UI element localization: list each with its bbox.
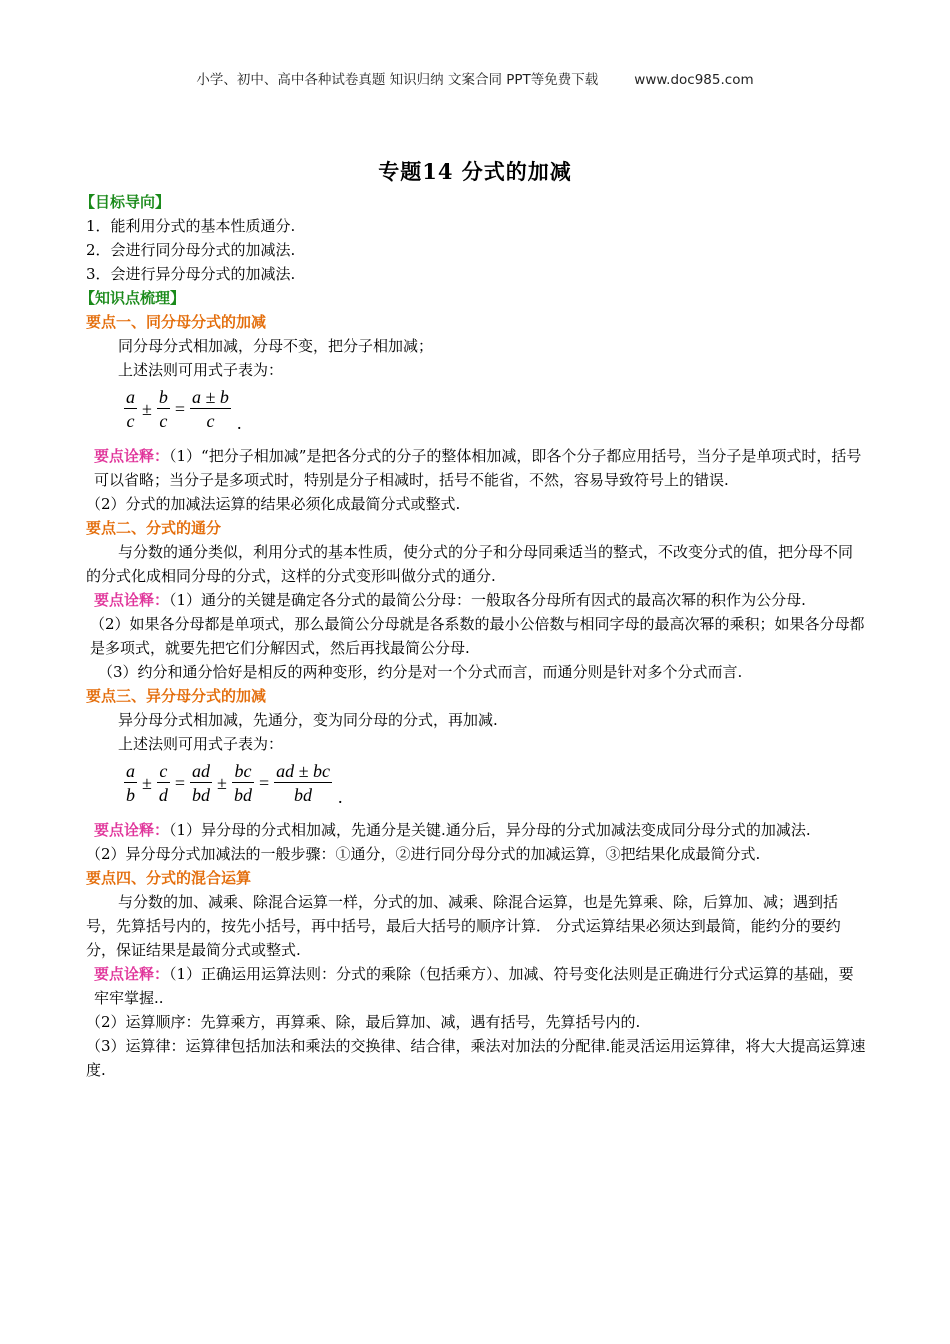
section2-heading: 要点二、分式的通分 <box>86 519 222 537</box>
note-label: 要点诠释： <box>94 591 170 609</box>
fraction: $\frac{a \pm b}{c}$ <box>192 386 229 431</box>
header-text: 小学、初中、高中各种试卷真题 知识归纳 文案合同 PPT等免费下载 <box>196 72 599 88</box>
note-label: 要点诠释： <box>94 821 170 839</box>
section1-formula: $\frac{a}{c}$ ± $\frac{b}{c}$ = $\frac{a \pm b}{c}$ . <box>126 386 242 433</box>
section1-formula-intro: 上述法则可用式子表为： <box>118 361 284 379</box>
page-header <box>0 68 950 88</box>
section3-note1: 要点诠释：（1）异分母的分式相加减，先通分是关键.通分后，异分母的分式加减法变成同分母分式的加减法. <box>94 821 811 839</box>
header-url[interactable]: www.doc985.com <box>634 72 754 88</box>
goals-heading: 【目标导向】 <box>80 193 171 211</box>
section4-note2: （2）运算顺序：先算乘方，再算乘、除，最后算加、减，遇有括号，先算括号内的. <box>86 1013 641 1031</box>
goal-item-1: 1．能利用分式的基本性质通分. <box>86 217 296 235</box>
fraction: $\frac{ad \pm bc}{bd}$ <box>276 760 330 805</box>
fraction: $\frac{a}{b}$ <box>126 760 135 805</box>
section4-heading: 要点四、分式的混合运算 <box>86 869 252 887</box>
section1-note2: （2）分式的加减法运算的结果必须化成最简分式或整式. <box>86 495 461 513</box>
fraction: $\frac{a}{c}$ <box>126 386 135 431</box>
goal-item-3: 3．会进行异分母分式的加减法. <box>86 265 296 283</box>
section3-heading: 要点三、异分母分式的加减 <box>86 687 267 705</box>
section3-formula-intro: 上述法则可用式子表为： <box>118 735 284 753</box>
knowledge-heading: 【知识点梳理】 <box>80 289 186 307</box>
section1-heading: 要点一、同分母分式的加减 <box>86 313 267 331</box>
note-label: 要点诠释： <box>94 965 170 983</box>
section2-note2: （2）如果各分母都是单项式，那么最简公分母就是各系数的最小公倍数与相同字母的最高次幂的乘积；如果各分母都是多项式，就要先把它们分解因式，然后再找最简公分母. <box>90 615 865 657</box>
section3-rule: 异分母分式相加减，先通分，变为同分母的分式，再加减. <box>118 711 498 729</box>
note-label: 要点诠释： <box>94 447 170 465</box>
fraction: $\frac{ad}{bd}$ <box>192 760 211 805</box>
goal-item-2: 2．会进行同分母分式的加减法. <box>86 241 296 259</box>
section4-note1: 要点诠释：（1）正确运用运算法则：分式的乘除（包括乘方）、加减、符号变化法则是正确进行分式运算的基础，要牢牢掌握.. <box>94 965 854 1007</box>
section1-rule: 同分母分式相加减，分母不变，把分子相加减； <box>118 337 434 355</box>
section2-paragraph: 与分数的通分类似，利用分式的基本性质，使分式的分子和分母同乘适当的整式，不改变分式的值，把分母不同的分式化成相同分母的分式，这样的分式变形叫做分式的通分. <box>86 543 854 585</box>
section4-note3: （3）运算律：运算律包括加法和乘法的交换律、结合律，乘法对加法的分配律.能灵活运用运算律，将大大提高运算速度. <box>86 1037 866 1079</box>
section2-note1: 要点诠释：（1）通分的关键是确定各分式的最简公分母：一般取各分母所有因式的最高次幂的积作为公分母. <box>94 591 806 609</box>
document-body <box>80 190 866 1082</box>
section1-note1: 要点诠释：（1）“把分子相加减”是把各分式的分子的整体相加减，即各个分子都应用括号，当分子是单项式时，括号可以省略；当分子是多项式时，特别是分子相减时，括号不能省，不然，容易导致符号上的错误. <box>94 447 862 489</box>
fraction: $\frac{bc}{bd}$ <box>233 760 252 805</box>
section2-note3: （3）约分和通分恰好是相反的两种变形，约分是对一个分式而言，而通分则是针对多个分式而言. <box>98 663 743 681</box>
section3-note2: （2）异分母分式加减法的一般步骤：①通分，②进行同分母分式的加减运算，③把结果化成最简分式. <box>86 845 761 863</box>
fraction: $\frac{b}{c}$ <box>158 386 168 431</box>
fraction: $\frac{c}{d}$ <box>158 760 168 805</box>
section4-paragraph: 与分数的加、减乘、除混合运算一样，分式的加、减乘、除混合运算，也是先算乘、除，后算加、减；遇到括号，先算括号内的，按先小括号，再中括号，最后大括号的顺序计算． 分式运算结果必须达到最简，能约分的要约分，保证结果是最简分式或整式. <box>86 893 841 959</box>
page-title: 专题14 分式的加减 <box>378 159 572 184</box>
section3-formula: $\frac{a}{b}$ ± $\frac{c}{d}$ = $\frac{ad}{bd}$ ± $\frac{bc}{bd}$ = $\frac{ad \pm bc}{bd}$ . <box>126 760 343 807</box>
